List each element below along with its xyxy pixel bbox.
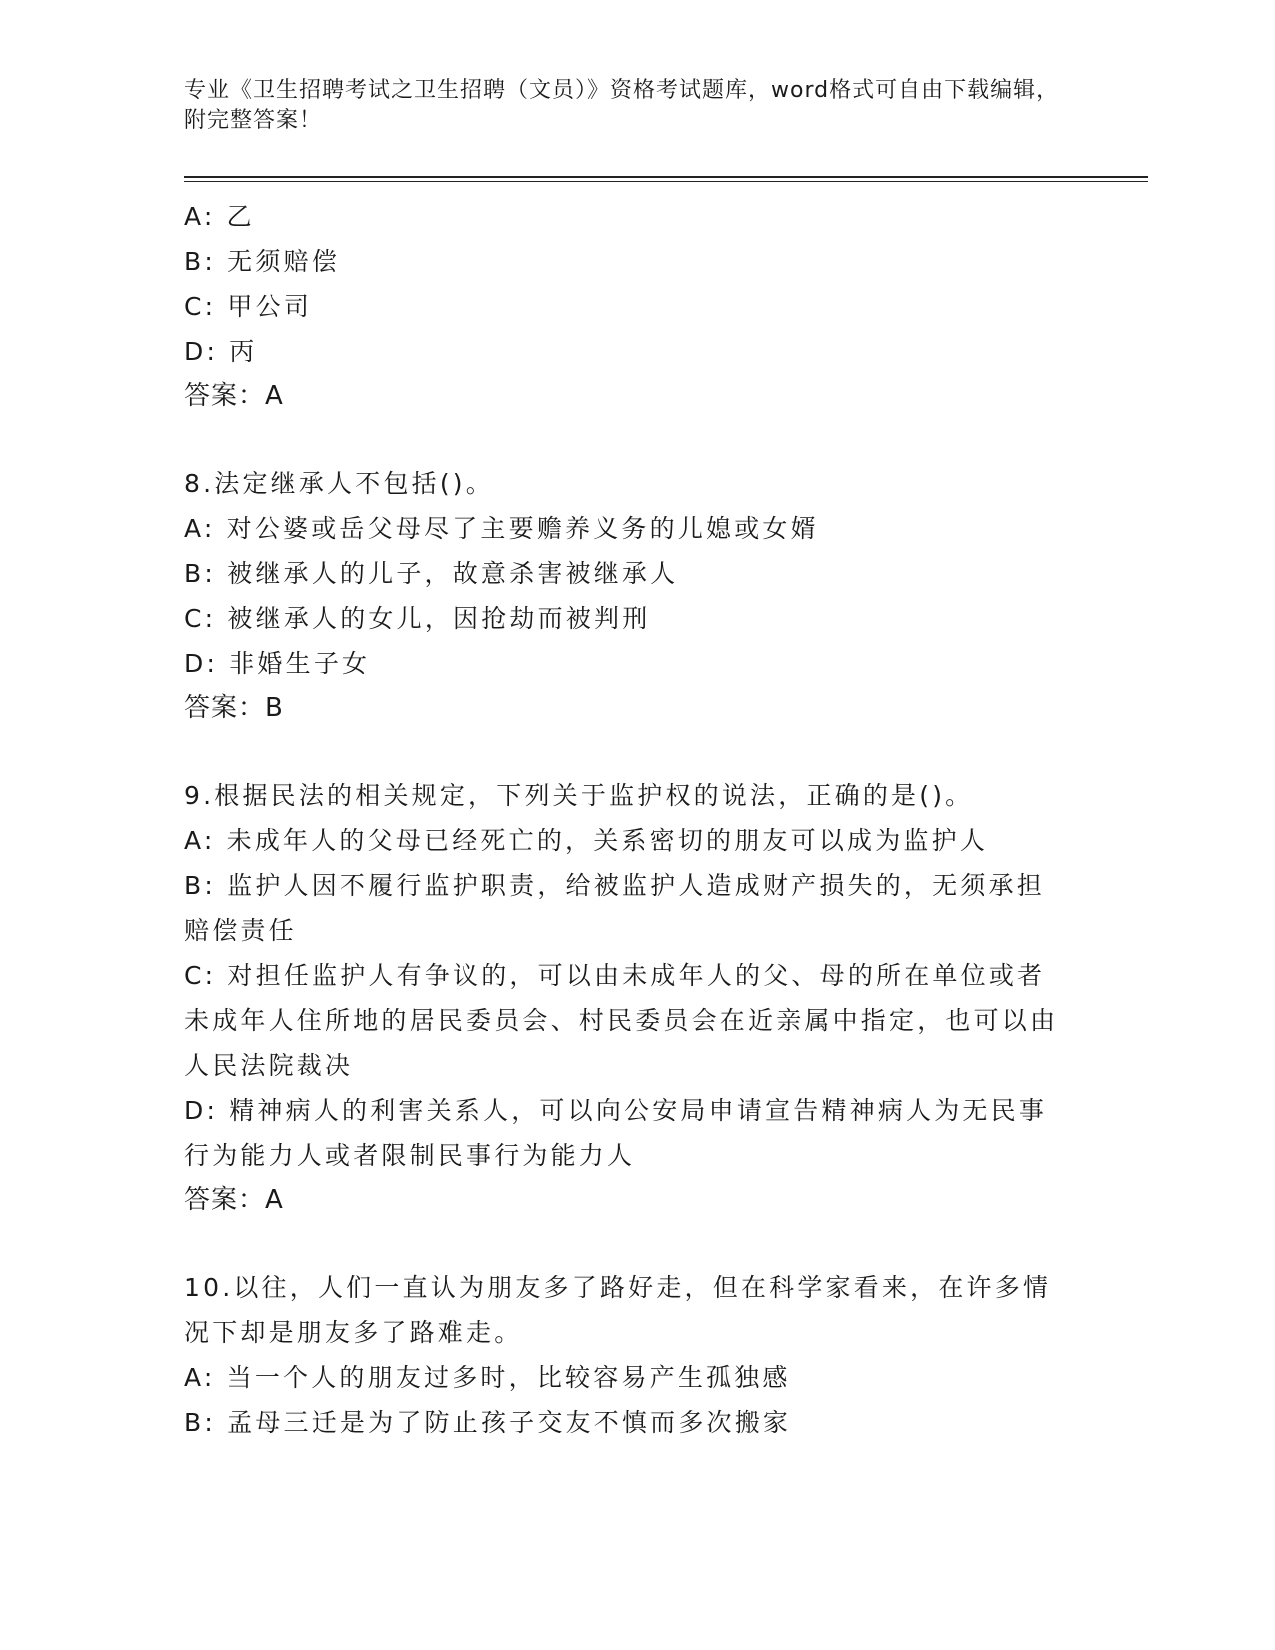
header-divider-thin — [184, 181, 1148, 182]
question-stem: 8.法定继承人不包括()。 — [184, 469, 494, 498]
question-stem: 10.以往，人们一直认为朋友多了路好走，但在科学家看来，在许多情况下却是朋友多了路难走。 — [184, 1273, 1052, 1347]
header-note: 专业《卫生招聘考试之卫生招聘（文员）》资格考试题库，word格式可自由下载编辑，附完整答案！ — [184, 78, 1060, 133]
question-7-tail — [184, 194, 1084, 419]
header-divider-thick — [184, 176, 1148, 178]
question-10 — [184, 1265, 1084, 1445]
answer: 答案：B — [184, 693, 284, 723]
spacer — [184, 1223, 1084, 1265]
option-b: B: 无须赔偿 — [184, 247, 340, 276]
option-d: D: 非婚生子女 — [184, 649, 371, 678]
question-content — [184, 194, 1084, 1445]
option-c: C: 被继承人的女儿，因抢劫而被判刑 — [184, 604, 651, 633]
option-b: B: 孟母三迁是为了防止孩子交友不慎而多次搬家 — [184, 1408, 792, 1437]
question-9 — [184, 773, 1084, 1223]
option-a: A: 未成年人的父母已经死亡的，关系密切的朋友可以成为监护人 — [184, 826, 989, 855]
option-a: A: 乙 — [184, 202, 255, 231]
option-b: B: 被继承人的儿子，故意杀害被继承人 — [184, 559, 679, 588]
spacer — [184, 731, 1084, 773]
spacer — [184, 419, 1084, 461]
option-b: B: 监护人因不履行监护职责，给被监护人造成财产损失的，无须承担赔偿责任 — [184, 871, 1045, 945]
question-8 — [184, 461, 1084, 731]
option-c: C: 对担任监护人有争议的，可以由未成年人的父、母的所在单位或者未成年人住所地的居民委员会、村民委员会在近亲属中指定，也可以由人民法院裁决 — [184, 961, 1059, 1080]
option-a: A: 对公婆或岳父母尽了主要赡养义务的儿媳或女婿 — [184, 514, 819, 543]
option-d: D: 精神病人的利害关系人，可以向公安局申请宣告精神病人为无民事行为能力人或者限制民事行为能力人 — [184, 1096, 1048, 1170]
option-c: C: 甲公司 — [184, 292, 313, 321]
option-d: D: 丙 — [184, 337, 258, 366]
answer: 答案：A — [184, 1185, 284, 1215]
answer: 答案：A — [184, 381, 284, 411]
option-a: A: 当一个人的朋友过多时，比较容易产生孤独感 — [184, 1363, 791, 1392]
question-stem: 9.根据民法的相关规定，下列关于监护权的说法，正确的是()。 — [184, 781, 974, 810]
